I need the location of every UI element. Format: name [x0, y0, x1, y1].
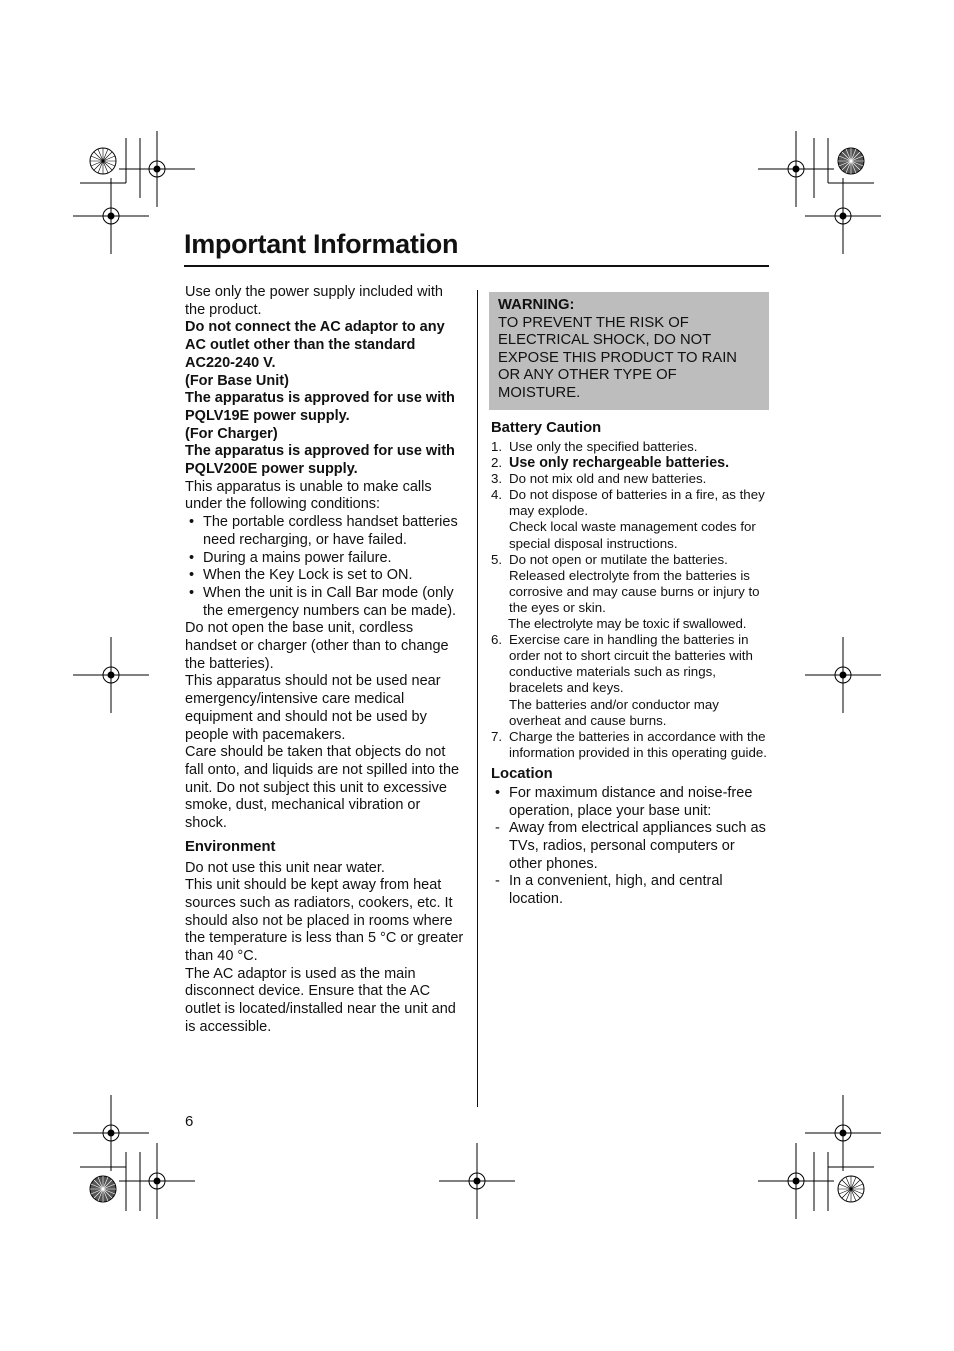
column-divider: [477, 290, 478, 1107]
warning-text: TO PREVENT THE RISK OF ELECTRICAL SHOCK, DO NOT EXPOSE THIS PRODUCT TO RAIN OR ANY OTHER TYPE OF MOISTURE.: [498, 314, 737, 401]
list-item: 6. Exercise care in handling the batteries in order not to short circuit the batteries with conductive materials such as rings, bracelets and keys. The batteries and/or conductor may overheat and cause burns.: [491, 632, 753, 728]
paragraph: The apparatus is approved for use with PQLV200E power supply.: [185, 443, 455, 478]
list-item: • When the unit is in Call Bar mode (only the emergency numbers can be made).: [185, 585, 465, 620]
list-item: • When the Key Lock is set to ON.: [185, 567, 465, 585]
location-list: [491, 785, 769, 909]
paragraph: The apparatus is approved for use with PQLV19E power supply.: [185, 390, 455, 424]
warning-box: [489, 292, 769, 410]
list-item: 2. Use only rechargeable batteries.: [491, 455, 730, 472]
paragraph: (For Base Unit): [185, 372, 289, 389]
paragraph: Do not connect the AC adaptor to any AC outlet other than the standard AC220-240 V.: [185, 319, 445, 371]
warning-label: WARNING:: [498, 297, 575, 313]
battery-caution-list: [491, 439, 769, 761]
left-column: [185, 284, 465, 1037]
environment-heading: Environment: [185, 838, 276, 855]
paragraph: The AC adaptor is used as the main disconnect device. Ensure that the AC outlet is located/installed near the unit and is accessible.: [185, 965, 456, 1035]
list-item: • During a mains power failure.: [185, 550, 465, 568]
paragraph: Use only the power supply included with the product.: [185, 284, 443, 318]
list-item: 7. Charge the batteries in accordance with the information provided in this operating guide.: [491, 728, 767, 760]
page-number: 6: [185, 1113, 194, 1130]
paragraph: This apparatus is unable to make calls under the following conditions:: [185, 478, 432, 513]
paragraph: Do not open the base unit, cordless handset or charger (other than to change the batteries).: [185, 620, 449, 672]
paragraph: Do not use this unit near water.: [185, 859, 385, 876]
list-item: 5. Do not open or mutilate the batteries. Released electrolyte from the batteries is corrosive and may cause burns or injury to the eyes or skin. The electrolyte may be toxic if swallowed.: [491, 551, 760, 632]
list-item: • For maximum distance and noise-free operation, place your base unit:: [495, 784, 753, 819]
title-rule: [184, 265, 769, 267]
list-item: 4. Do not dispose of batteries in a fire, as they may explode. Check local waste management codes for special disposal instructions.: [491, 487, 765, 551]
location-heading: Location: [491, 765, 553, 782]
paragraph: (For Charger): [185, 425, 278, 442]
right-column: [491, 292, 769, 909]
list-item: 3. Do not mix old and new batteries.: [491, 471, 707, 487]
page-title: Important Information: [184, 229, 459, 259]
list-item: - In a convenient, high, and central location.: [495, 873, 723, 908]
list-item: - Away from electrical appliances such as TVs, radios, personal computers or other phones.: [495, 820, 766, 872]
list-item: 1. Use only the specified batteries.: [491, 439, 698, 454]
conditions-list: [185, 514, 465, 620]
paragraph: This apparatus should not be used near emergency/intensive care medical equipment and should not be used by people with pacemakers.: [185, 673, 441, 743]
list-item: • The portable cordless handset batteries need recharging, or have failed.: [185, 514, 465, 549]
paragraph: Care should be taken that objects do not fall onto, and liquids are not spilled into the unit. Do not subject this unit to excessive smoke, dust, mechanical vibration or shock.: [185, 744, 460, 832]
paragraph: This unit should be kept away from heat sources such as radiators, cookers, etc. It should also not be placed in rooms where the temperature is less than 5 °C or greater than 40 °C.: [185, 877, 464, 965]
battery-caution-heading: Battery Caution: [491, 420, 602, 436]
